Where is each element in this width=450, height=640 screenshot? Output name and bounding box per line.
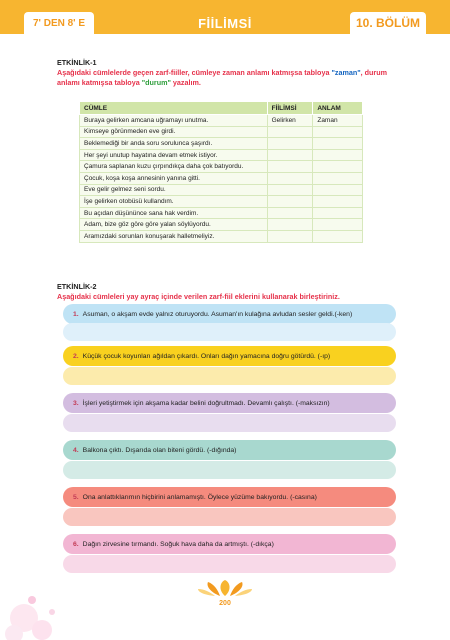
answer-field-5[interactable]: [63, 508, 396, 526]
verbal-cell[interactable]: [267, 207, 313, 219]
splash-decoration-icon: [190, 578, 260, 598]
exercise-item-3: [63, 393, 396, 413]
sentence-cell: Her şeyi unutup hayatına devam etmek istiyor.: [80, 149, 268, 161]
item-text: Asuman, o akşam evde yalnız oturuyordu. Asuman'ın kulağına avludan sesler geldi.(-ken): [82, 310, 353, 318]
table-row: [80, 161, 363, 173]
table-row: [80, 219, 363, 231]
activity1-title: ETKİNLİK-1: [57, 58, 97, 67]
item-text: Dağın zirvesine tırmandı. Soğuk hava daha da artmıştı. (-dıkça): [82, 540, 274, 548]
sentence-cell: Çocuk, koşa koşa annesinin yanına gitti.: [80, 172, 268, 184]
meaning-cell[interactable]: [313, 196, 363, 208]
item-number: 3.: [73, 399, 79, 407]
verbal-cell[interactable]: [267, 230, 313, 242]
sentence-cell: İşe gelirken otobüsü kullandım.: [80, 196, 268, 208]
meaning-cell[interactable]: [313, 161, 363, 173]
table-row: [80, 115, 363, 127]
exercise-item-5: [63, 487, 396, 507]
meaning-cell[interactable]: [313, 149, 363, 161]
verbal-cell[interactable]: [267, 196, 313, 208]
durum-keyword: "durum": [141, 78, 171, 87]
item-number: 4.: [73, 446, 79, 454]
sentence-cell: Adam, bize göz göre göre yalan söylüyordu.: [80, 219, 268, 231]
item-number: 2.: [73, 352, 79, 360]
meaning-cell[interactable]: [313, 230, 363, 242]
instruction-text: Aşağıdaki cümlelerde geçen zarf-fiiller, cümleye zaman anlamı katmışsa tabloya: [57, 68, 332, 77]
meaning-cell[interactable]: [313, 219, 363, 231]
grade-tag: 7' DEN 8' E: [24, 12, 94, 34]
verbal-cell[interactable]: [267, 161, 313, 173]
header-cumle: CÜMLE: [80, 102, 268, 115]
instruction-text: yazalım.: [170, 78, 201, 87]
meaning-cell[interactable]: Zaman: [313, 115, 363, 127]
sentence-cell: Beklemediği bir anda soru sorulunca şaşırdı.: [80, 138, 268, 150]
exercise-item-1: [63, 304, 396, 324]
verbal-cell[interactable]: [267, 126, 313, 138]
answer-field-4[interactable]: [63, 461, 396, 479]
answer-field-3[interactable]: [63, 414, 396, 432]
table-row: [80, 230, 363, 242]
meaning-cell[interactable]: [313, 126, 363, 138]
sentence-cell: Kimseye görünmeden eve girdi.: [80, 126, 268, 138]
item-number: 6.: [73, 540, 79, 548]
item-number: 5.: [73, 493, 79, 501]
exercise-item-6: [63, 534, 396, 554]
meaning-cell[interactable]: [313, 184, 363, 196]
meaning-cell[interactable]: [313, 172, 363, 184]
meaning-cell[interactable]: [313, 207, 363, 219]
item-text: Küçük çocuk koyunları ağıldan çıkardı. Onları dağın yamacına doğru götürdü. (-ıp): [82, 352, 331, 360]
exercise-item-2: [63, 346, 396, 366]
table-row: [80, 196, 363, 208]
sentence-cell: Aramızdaki sorunları konuşarak halletmeliyiz.: [80, 230, 268, 242]
item-number: 1.: [73, 310, 79, 318]
chapter-tag: 10. BÖLÜM: [350, 12, 426, 34]
sentence-cell: Buraya gelirken amcana uğramayı unutma.: [80, 115, 268, 127]
activity2-instruction: Aşağıdaki cümleleri yay ayraç içinde verilen zarf-fiil eklerini kullanarak birleştiriniz.: [57, 292, 340, 301]
verbal-cell[interactable]: [267, 172, 313, 184]
sentence-cell: Çamura saplanan kuzu çırpındıkça daha çok batıyordu.: [80, 161, 268, 173]
verbal-cell[interactable]: [267, 219, 313, 231]
verbal-cell[interactable]: [267, 184, 313, 196]
table-row: [80, 172, 363, 184]
answer-field-2[interactable]: [63, 367, 396, 385]
item-text: Ona anlattıklarımın hiçbirini anlamamıştı. Öylece yüzüme bakıyordu. (-casına): [82, 493, 317, 501]
sentence-cell: Bu açıdan düşününce sana hak verdim.: [80, 207, 268, 219]
item-text: İşleri yetiştirmek için akşama kadar belini doğrultmadı. Devamlı çalıştı. (-maksızın): [82, 399, 330, 407]
answer-field-6[interactable]: [63, 555, 396, 573]
page-number: 200: [219, 600, 231, 607]
table-row: [80, 207, 363, 219]
header-fiilimsi: FİİLİMSİ: [267, 102, 313, 115]
table-row: [80, 138, 363, 150]
activity1-table: [79, 101, 363, 243]
verbal-cell[interactable]: Gelirken: [267, 115, 313, 127]
table-header-row: [80, 102, 363, 115]
instruction-text: , durum anlamı katmışsa tabloya: [57, 68, 387, 87]
header-anlam: ANLAM: [313, 102, 363, 115]
sentence-cell: Eve gelir gelmez seni sordu.: [80, 184, 268, 196]
verbal-cell[interactable]: [267, 149, 313, 161]
exercise-item-4: [63, 440, 396, 460]
item-text: Balkona çıktı. Dışarıda olan biteni gördü. (-dığında): [82, 446, 237, 454]
table-row: [80, 149, 363, 161]
meaning-cell[interactable]: [313, 138, 363, 150]
table-row: [80, 184, 363, 196]
table-row: [80, 126, 363, 138]
activity2-title: ETKİNLİK-2: [57, 282, 97, 291]
zaman-keyword: "zaman": [331, 68, 361, 77]
answer-field-1[interactable]: [63, 323, 396, 341]
page-title: FİİLİMSİ: [198, 16, 252, 31]
verbal-cell[interactable]: [267, 138, 313, 150]
activity1-instruction: [57, 68, 407, 88]
